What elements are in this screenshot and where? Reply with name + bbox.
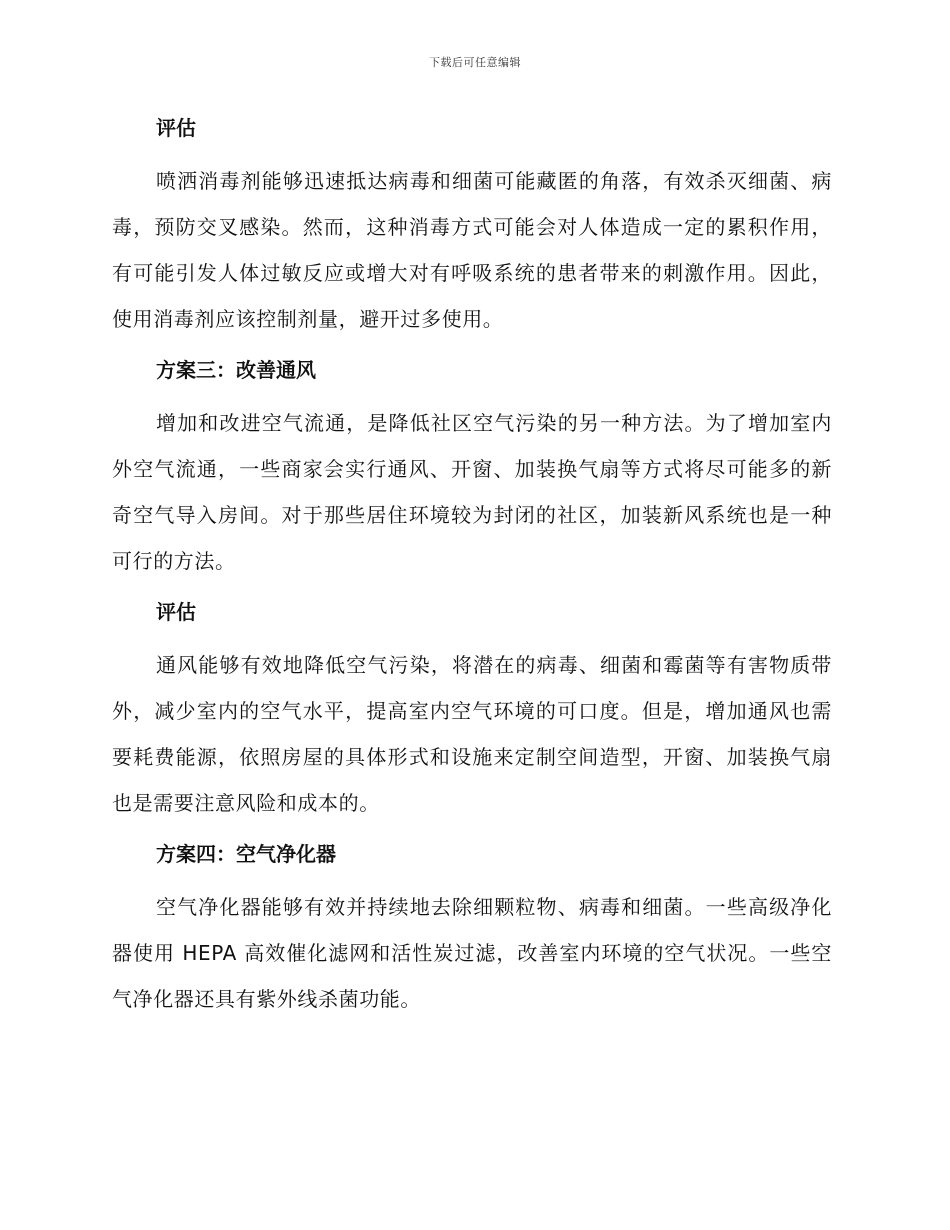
section-paragraph-plan-3: 增加和改进空气流通，是降低社区空气污染的另一种方法。为了增加室内外空气流通，一些商家会实行通风、开窗、加装换气扇等方式将尽可能多的新奇空气导入房间。对于那些居住环境较为封闭的社区，加装新风系统也是一种可行的方法。	[112, 411, 832, 573]
section-paragraph-evaluation-2: 通风能够有效地降低空气污染，将潜在的病毒、细菌和霉菌等有害物质带外，减少室内的空气水平，提高室内空气环境的可口度。但是，增加通风也需要耗费能源，依照房屋的具体形式和设施来定制空间造型，开窗、加装换气扇也是需要注意风险和成本的。	[112, 653, 832, 815]
header-note: 下载后可任意编辑	[429, 56, 521, 69]
section-paragraph-evaluation-1: 喷洒消毒剂能够迅速抵达病毒和细菌可能藏匿的角落，有效杀灭细菌、病毒，预防交叉感染。然而，这种消毒方式可能会对人体造成一定的累积作用，有可能引发人体过敏反应或增大对有呼吸系统的患者带来的刺激作用。因此，使用消毒剂应该控制剂量，避开过多使用。	[112, 169, 832, 331]
section-heading-plan-3: 方案三：改善通风	[156, 358, 316, 382]
section-paragraph-plan-4: 空气净化器能够有效并持续地去除细颗粒物、病毒和细菌。一些高级净化器使用 HEPA 高效催化滤网和活性炭过滤，改善室内环境的空气状况。一些空气净化器还具有紫外线杀菌功能。	[112, 895, 832, 1011]
section-heading-evaluation-2: 评估	[156, 600, 196, 624]
document-body	[112, 112, 832, 1034]
section-heading-plan-4: 方案四：空气净化器	[156, 842, 336, 866]
section-heading-evaluation-1: 评估	[156, 116, 196, 140]
